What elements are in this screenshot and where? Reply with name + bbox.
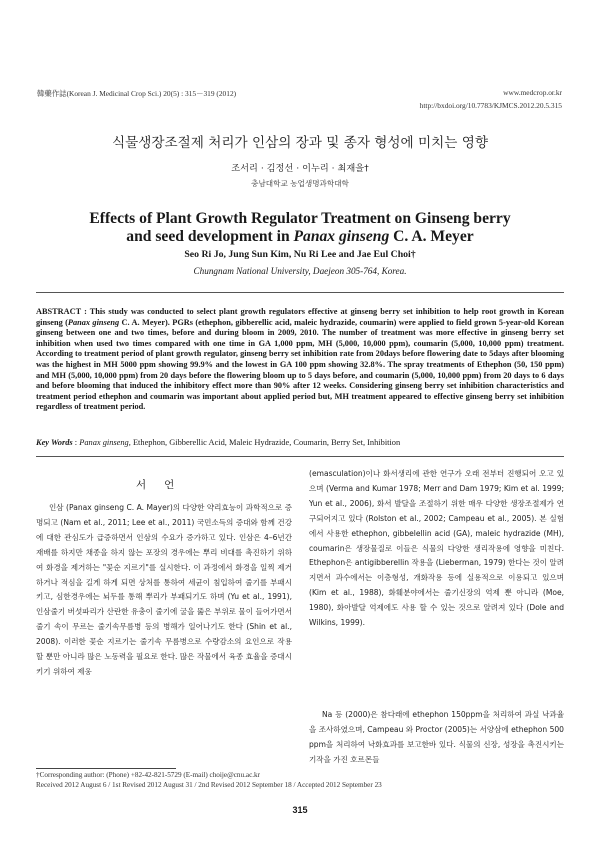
right-column-paragraph-2: Na 등 (2000)은 참다래에 ethephon 150ppm을 처리하여 과실 낙과율을 조사하였으며, Campeau 와 Proctor (2005)는 서양삼에 ethephon 500 ppm을 처리하여 낙화효과를 보고한바 있다. 식물의 신장, 성장을 촉진시키는 기작을 가진 호르몬들	[309, 710, 564, 764]
abstract-bottom-rule	[36, 456, 564, 457]
korean-affiliation: 충남대학교 농업생명과학대학	[251, 179, 349, 188]
english-title-line2: and seed development in Panax ginseng C. A. Meyer	[126, 228, 474, 245]
english-affiliation: Chungnam National University, Daejeon 305-764, Korea.	[193, 266, 407, 276]
received-dates: Received 2012 August 6 / 1st Revised 2012 August 31 / 2nd Revised 2012 September 18 / Accepted 2012 September 23	[36, 781, 382, 789]
section-heading-introduction: 서언	[136, 479, 193, 491]
corresponding-author: †Corresponding author: (Phone) +82-42-821-5729 (E-mail) choije@cnu.ac.kr	[36, 771, 261, 779]
keywords: Key Words : Panax ginseng, Ethephon, Gibberellic Acid, Maleic Hydrazide, Coumarin, Berry Set, Inhibition	[36, 438, 401, 447]
page-number: 315	[292, 805, 308, 815]
korean-title: 식물생장조절제 처리가 인삼의 장과 및 종자 형성에 미치는 영향	[112, 135, 488, 151]
abstract-top-rule	[36, 292, 564, 293]
korean-authors: 조서리 · 김정선 · 이누리 · 최재을†	[231, 163, 369, 174]
abstract-label: ABSTRACT :	[36, 307, 90, 316]
footnote-rule	[36, 768, 176, 769]
english-title-line1: Effects of Plant Growth Regulator Treatment on Ginseng berry	[89, 210, 511, 227]
right-column-paragraph-1: (emasculation)이나 화서생리에 관한 연구가 오래 전부터 진행되어 오고 있으며 (Verma and Kumar 1978; Merr and Dam 1979; Kim et al. 1999; Yun et al., 2006), 화서 발달을 조절하기 위한 매우 다양한 생장조절제가 연구되어지고 있다 (Rolston et al., 2002; Campeau et al., 2005). 본 실험에서 사용한 ethephon, gibbelellin acid (GA), maleic hydrazide (MH), coumarin은 생장물질로 이들은 식물의 다양한 생리작용에 영향을 미친다. Ethephon은 antigibberellin 작용을 (Lieberman, 1979) 한다는 것이 알려지면서 과수에서는 이층형성, 개화작용 등에 실용적으로 이용되고 있으며 (Kim et al., 1988), 화훼분야에서는 줄기신장의 억제 뿐 아니라 (Moe, 1980), 화아발달 억제에도 사용 할 수 있는 것으로 알려져 있다 (Dole and Wilkins, 1999).	[309, 469, 564, 628]
keywords-label: Key Words	[36, 438, 73, 447]
doi-link[interactable]: http://bxdoi.org/10.7783/KJMCS.2012.20.5.315	[419, 101, 562, 110]
abstract: ABSTRACT : This study was conducted to select plant growth regulators effective at ginseng berry set inhibition to help root growth in Korean ginseng (Panax ginseng C. A. Meyer). PGRs (ethephon, gibberellic acid, maleic hydrazide, coumarin) were applied to field grown 5-year-old Korean ginseng between one and two times, before and during bloom in 2009, 2010. The number of treatment was more effective in ginseng berry set inhibition when used two times compared with one time in GA 1,000 ppm, MH (5,000, 10,000 ppm), coumarin (5,000, 10,000 ppm) treatment. According to treatment period of plant growth regulator, ginseng berry set inhibition rate from 20days before flowering date to 5days after blooming was the highest in MH 5000 ppm showing 99.9% and the lowest in GA 100 ppm showing 32.8%. The spray treatments of Ethephon (50, 150 ppm) and MH (5,000, 10,000 ppm) from 20 days before the flowering bloom up to 5 days before, and coumarin (5,000, 10,000 ppm) from 20 days to 6 days and before blooming that induced the inhibitory effect more than 90% after 12 weeks. Considering ginseng berry set inhibition characteristics and treatment period ethephon and coumarin was important about applied period but, MH treatment appeared to effective ginseng berry set inhibition regardless of treatment period.	[36, 307, 565, 412]
left-column-text: 인삼 (Panax ginseng C. A. Mayer)의 다양한 약리효능이 과학적으로 증명되고 (Nam et al., 2011; Lee et al., 2011) 국민소득의 증대와 함께 건강에 대한 관심도가 급증하면서 인삼의 수요가 증가하고 있다. 인삼은 4–6년간 재배를 하지만 채종을 하지 않는 포장의 경우에는 뿌리 비대를 촉진하기 위하여 화경을 제거하는 "꽃순 지르기"를 실시한다. 이 과정에서 화경을 일찍 제거하거나 적심을 길게 하게 되면 상처를 통하여 세균이 침입하여 줄기를 부패시키고, 심한경우에는 뇌두를 통해 뿌리가 부패되기도 하며 (Yu et al., 1991), 인삼줄기 버섯파리가 산란한 유충이 줄기에 굴을 뚫은 부위로 물이 들어가면서 줄기 속이 무르는 줄기속무름병 등의 병해가 일어나기도 한다 (Shin et al., 2008). 이러한 꽃순 지르기는 줄기속 무름병으로 수량감소의 요인으로 작용 할 뿐만 아니라 많은 노동력을 필요로 한다. 많은 작물에서 육종 효율을 증대시키기 위하여 제웅	[36, 503, 292, 676]
english-authors: Seo Ri Jo, Jung Sun Kim, Nu Ri Lee and Jae Eul Choi†	[184, 249, 416, 260]
journal-website: www.medcrop.or.kr	[503, 88, 562, 97]
journal-citation: 韓藥作誌(Korean J. Medicinal Crop Sci.) 20(5) : 315－319 (2012)	[37, 89, 237, 98]
english-title	[0, 210, 600, 246]
